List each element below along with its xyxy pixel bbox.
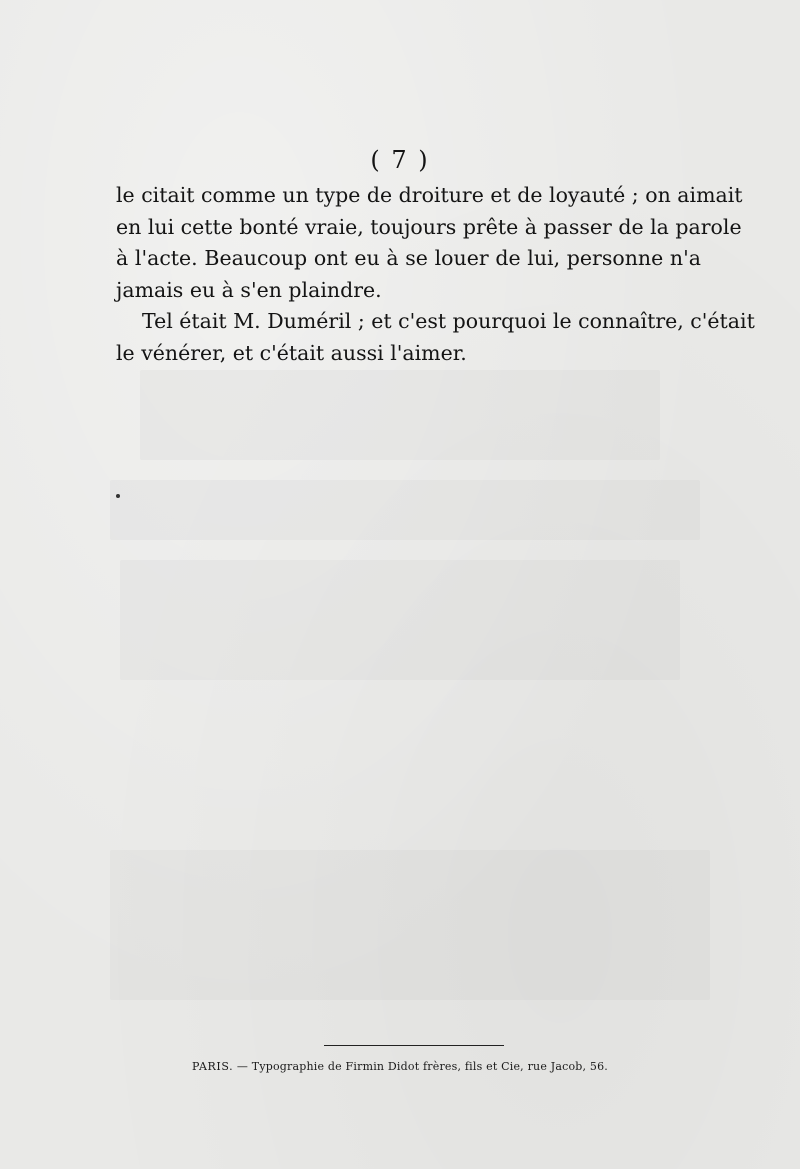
paragraph-1 bbox=[116, 180, 743, 306]
bleed-through-shadow bbox=[140, 370, 660, 460]
imprint-city: PARIS. bbox=[191, 1060, 234, 1073]
paragraph-2 bbox=[116, 306, 755, 369]
text-line: à l'acte. Beaucoup ont eu à se louer de lui, personne n'a bbox=[116, 246, 701, 270]
ink-speck bbox=[116, 494, 120, 498]
text-line: le citait comme un type de droiture et de loyauté ; on aimait bbox=[116, 183, 743, 207]
text-line: jamais eu à s'en plaindre. bbox=[116, 277, 382, 302]
text-line: le vénérer, et c'était aussi l'aimer. bbox=[116, 340, 467, 365]
bleed-through-shadow bbox=[120, 560, 680, 680]
imprint-text: — Typographie de Firmin Didot frères, fils et Cie, rue Jacob, 56. bbox=[236, 1060, 609, 1073]
footer-rule bbox=[324, 1045, 504, 1046]
page-number: ( 7 ) bbox=[370, 146, 430, 174]
bleed-through-shadow bbox=[110, 850, 710, 1000]
printer-imprint bbox=[0, 1060, 800, 1073]
text-line: en lui cette bonté vraie, toujours prête à passer de la parole bbox=[116, 214, 742, 239]
body-text bbox=[116, 180, 755, 369]
text-line: Tel était M. Duméril ; et c'est pourquoi le connaître, c'était bbox=[142, 309, 755, 333]
bleed-through-shadow bbox=[110, 480, 700, 540]
